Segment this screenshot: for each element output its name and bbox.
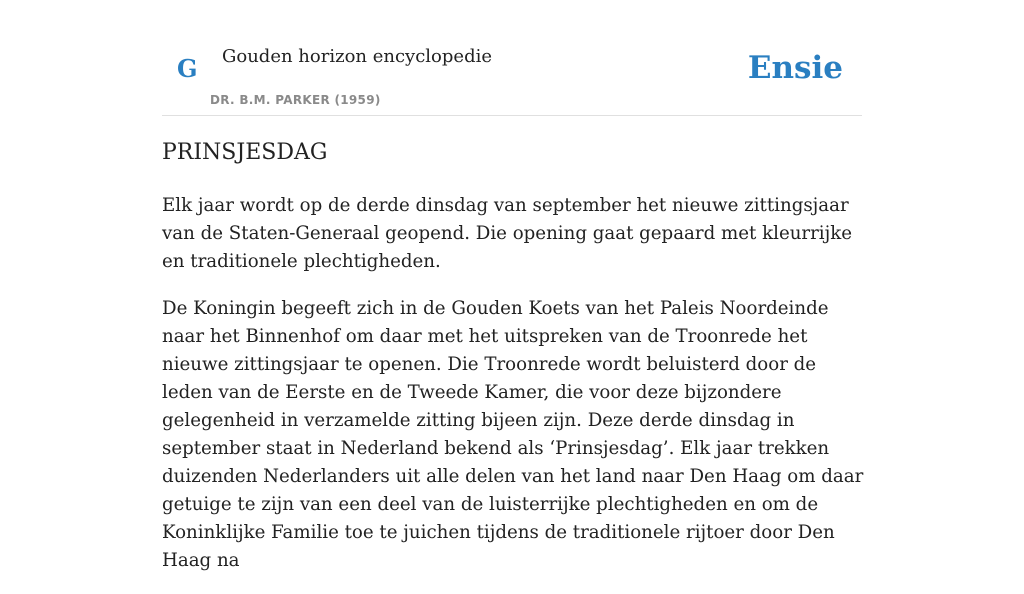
article-title: PRINSJESDAG — [162, 140, 328, 165]
book-logo-icon[interactable]: G — [177, 54, 198, 83]
article-paragraph: Elk jaar wordt op de derde dinsdag van september het nieuwe zittingsjaar van de Staten-Generaal geopend. Die opening gaat gepaard met kleurrijke en traditionele plechtigheden. — [162, 195, 853, 272]
book-title-link[interactable]: Gouden horizon encyclopedie — [222, 46, 492, 67]
ensie-logo[interactable]: Ensie — [747, 50, 843, 86]
source-header — [162, 0, 862, 116]
article-paragraph: De Koningin begeeft zich in de Gouden Koets van het Paleis Noordeinde naar het Binnenhof om daar met het uitspreken van de Troonrede het nieuwe zittingsjaar te openen. Die Troonrede wordt beluisterd door de leden van de Eerste en de Tweede Kamer, die voor deze bijzondere gelegenheid in verzamelde zitting bijeen zijn. Deze derde dinsdag in september staat in Nederland bekend als ‘Prinsjesdag’. Elk jaar trekken duizenden Nederlanders uit alle delen van het land naar Den Haag om daar getuige te zijn van een deel van de luisterrijke plechtigheden en om de Koninklijke Familie toe te juichen tijdens de traditionele rijtoer door Den Haag na — [162, 298, 864, 571]
article-body — [162, 192, 867, 594]
encyclopedia-page — [162, 0, 864, 571]
author-credit: DR. B.M. PARKER (1959) — [210, 93, 381, 107]
